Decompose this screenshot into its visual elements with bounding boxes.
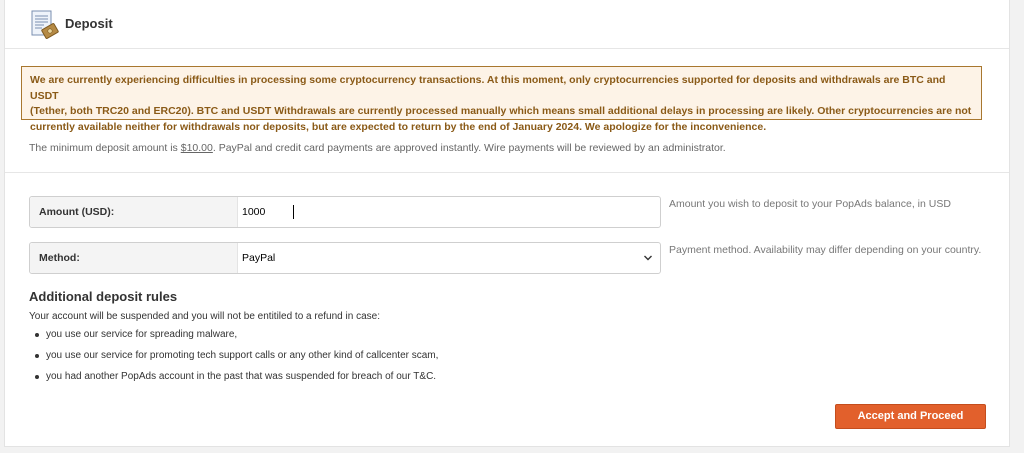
bullet-icon xyxy=(35,354,39,358)
notice-line: (Tether, both TRC20 and ERC20). BTC and USDT Withdrawals are currently processed manually which means small additional delays in processing are likely. Other cryptocurrencies are not xyxy=(30,105,972,117)
rules-intro-text: Your account will be suspended and you will not be entitiled to a refund in case: xyxy=(29,311,380,322)
rules-list xyxy=(29,329,438,392)
rule-item xyxy=(29,350,438,371)
method-select[interactable] xyxy=(29,242,661,274)
deposit-document-icon xyxy=(29,10,59,40)
notice-line: currently available neither for withdrawals nor deposits, but are expected to return by the end of January 2024. We apologize for the inconvenience. xyxy=(30,120,767,133)
rule-text: you use our service for spreading malware, xyxy=(46,329,238,340)
amount-help-text: Amount you wish to deposit to your PopAds balance, in USD xyxy=(669,198,951,210)
panel-header xyxy=(5,0,1009,49)
page-title: Deposit xyxy=(65,16,113,31)
deposit-panel xyxy=(4,0,1010,447)
rule-item xyxy=(29,329,438,350)
amount-input[interactable] xyxy=(240,197,660,227)
method-label: Method: xyxy=(30,243,238,273)
method-help-text: Payment method. Availability may differ depending on your country. xyxy=(669,244,982,256)
notice-line: We are currently experiencing difficulties in processing some cryptocurrency transactions. At this moment, only cryptocurrencies supported for deposits and withdrawals are BTC and USDT xyxy=(30,74,946,102)
bullet-icon xyxy=(35,333,39,337)
chevron-down-icon[interactable] xyxy=(643,254,653,262)
minimum-deposit-prefix: The minimum deposit amount is xyxy=(29,142,181,154)
rule-item xyxy=(29,371,438,392)
minimum-deposit-info xyxy=(29,142,726,154)
text-cursor xyxy=(293,205,294,219)
accept-and-proceed-button[interactable]: Accept and Proceed xyxy=(835,404,986,429)
method-selected-value[interactable]: PayPal xyxy=(242,252,276,264)
amount-label: Amount (USD): xyxy=(30,197,238,227)
bullet-icon xyxy=(35,375,39,379)
rule-text: you use our service for promoting tech support calls or any other kind of callcenter scam, xyxy=(46,350,439,361)
section-divider xyxy=(5,172,1009,173)
amount-field[interactable] xyxy=(29,196,661,228)
crypto-notice-banner xyxy=(21,66,982,133)
minimum-deposit-amount: $10.00 xyxy=(180,142,213,154)
rules-heading: Additional deposit rules xyxy=(29,289,178,304)
rule-text: you had another PopAds account in the past that was suspended for breach of our T&C. xyxy=(46,371,437,382)
minimum-deposit-suffix: . PayPal and credit card payments are approved instantly. Wire payments will be reviewed by an administrator. xyxy=(212,142,726,154)
